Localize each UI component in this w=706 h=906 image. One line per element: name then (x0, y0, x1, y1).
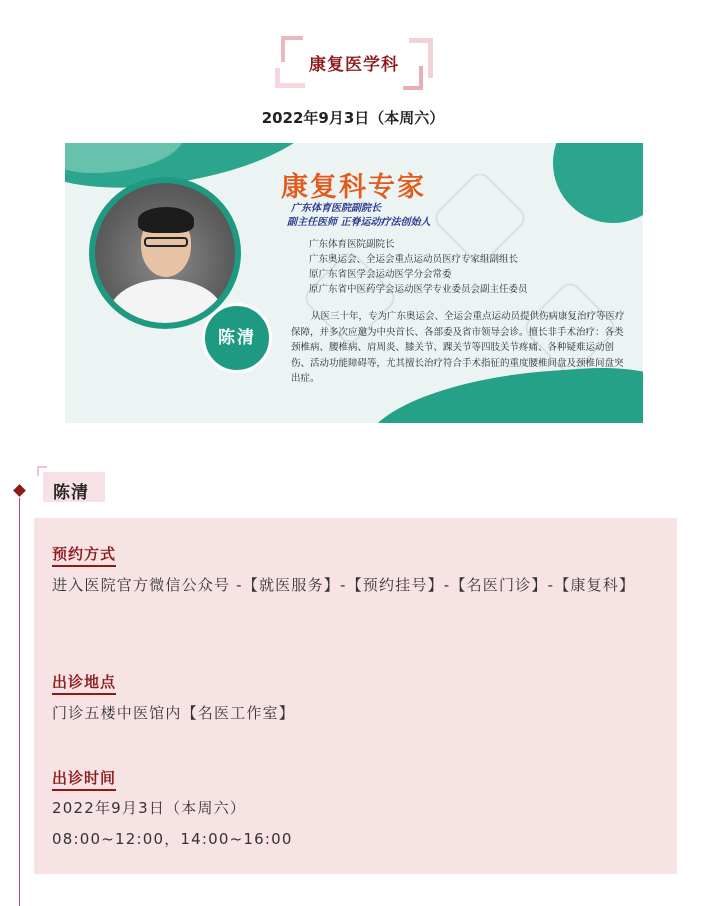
banner-subtitle-1: 广东体育医院副院长 (291, 203, 381, 214)
location-text: 门诊五楼中医馆内【名医工作室】 (52, 704, 296, 722)
frame-corner (409, 38, 433, 43)
doctor-name-badge: 陈清 (202, 303, 272, 373)
banner-subtitle-2: 副主任医师 正脊运动疗法创始人 (287, 217, 431, 228)
banner-wave (553, 143, 643, 223)
banner-title: 康复科专家 (281, 172, 426, 203)
frame-corner (281, 36, 303, 40)
banner-roles (309, 237, 528, 297)
location-heading: 出诊地点 (52, 671, 116, 695)
section-title: 康复医学科 (309, 55, 399, 75)
banner-role-line: 广东体育医院副院长 (309, 239, 395, 250)
photo-glasses (144, 237, 188, 247)
doctor-photo (95, 183, 235, 323)
schedule-date: 2022年9月3日（本周六） (261, 109, 445, 127)
time-date: 2022年9月3日（本周六） (52, 799, 247, 817)
timeline-line (19, 498, 20, 906)
banner-bio: 从医三十年，专为广东奥运会、全运会重点运动员提供伤病康复治疗等医疗保障，并多次应邀为中央首长、各部委及省市领导会诊。擅长非手术治疗：各类颈椎病、腰椎病、肩周炎、膝关节、踝关节等四肢关节疼痛、各种疑难运动创伤、活动功能障碍等，尤其擅长治疗符合手术指征的重度腰椎间盘及颈椎间盘突出症。 (291, 311, 625, 384)
section-title-frame (275, 32, 433, 90)
booking-heading: 预约方式 (52, 543, 116, 567)
time-hours: 08:00~12:00，14:00~16:00 (52, 830, 293, 848)
photo-coat (109, 279, 223, 323)
photo-hair (138, 207, 194, 233)
booking-text: 进入医院官方微信公众号 -【就医服务】-【预约挂号】-【名医门诊】-【康复科】 (52, 576, 636, 594)
banner-role-line: 广东奥运会、全运会重点运动员医疗专家组副组长 (309, 254, 519, 265)
diamond-marker-icon (13, 484, 26, 497)
expert-banner (65, 143, 643, 423)
banner-role-line: 原广东省医学会运动医学分会常委 (309, 269, 452, 280)
frame-corner (403, 86, 423, 90)
time-heading: 出诊时间 (52, 767, 116, 791)
doctor-name-heading: 陈清 (53, 483, 89, 503)
frame-corner (275, 83, 305, 88)
banner-role-line: 原广东省中医药学会运动医学专业委员会副主任委员 (309, 284, 528, 295)
